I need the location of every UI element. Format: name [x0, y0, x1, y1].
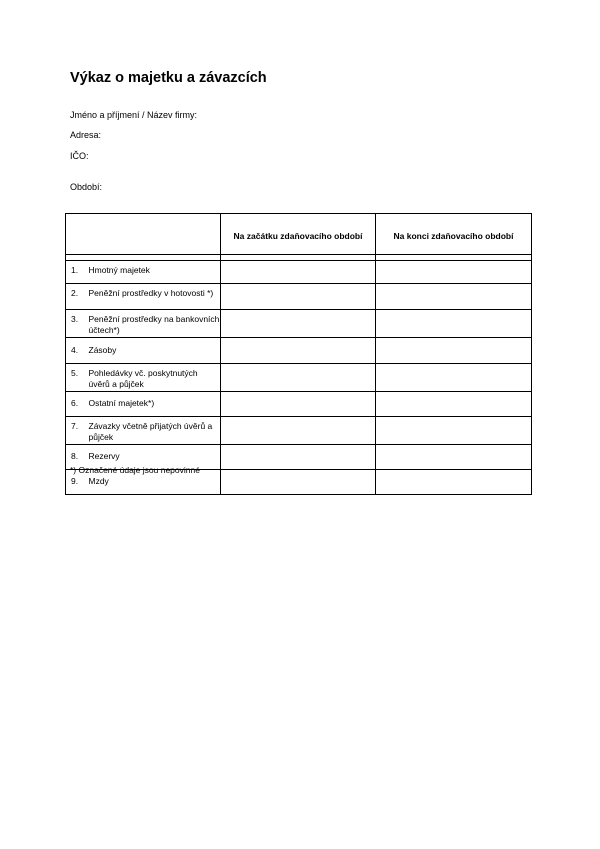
assets-liabilities-table — [65, 213, 532, 495]
start-value-cell[interactable] — [221, 310, 376, 338]
period-field-label: Období: — [70, 182, 103, 192]
table-row — [66, 364, 532, 392]
row-number: 3. — [66, 310, 89, 338]
name-field-label: Jméno a příjmení / Název firmy: — [70, 110, 198, 120]
row-number: 4. — [66, 338, 89, 364]
start-value-cell[interactable] — [221, 392, 376, 417]
table-row — [66, 284, 532, 310]
row-number: 7. — [66, 417, 89, 445]
table-row — [66, 417, 532, 445]
header-end-of-period: Na konci zdaňovacího období — [376, 214, 532, 255]
end-value-cell[interactable] — [376, 261, 532, 284]
row-label: Peněžní prostředky na bankovních účtech*) — [89, 310, 221, 338]
row-number: 1. — [66, 261, 89, 284]
row-label: Rezervy — [89, 445, 221, 470]
table-header-row — [66, 214, 532, 255]
header-item — [66, 214, 221, 255]
row-number: 2. — [66, 284, 89, 310]
address-field-label: Adresa: — [70, 130, 102, 140]
table-row — [66, 261, 532, 284]
start-value-cell[interactable] — [221, 261, 376, 284]
end-value-cell[interactable] — [376, 364, 532, 392]
end-value-cell[interactable] — [376, 284, 532, 310]
end-value-cell[interactable] — [376, 445, 532, 470]
row-label: Mzdy — [89, 470, 221, 495]
row-number: 5. — [66, 364, 89, 392]
start-value-cell[interactable] — [221, 470, 376, 495]
footnote: *) Označené údaje jsou nepovinné — [70, 465, 200, 475]
start-value-cell[interactable] — [221, 445, 376, 470]
end-value-cell[interactable] — [376, 392, 532, 417]
row-label: Peněžní prostředky v hotovosti *) — [89, 284, 221, 310]
end-value-cell[interactable] — [376, 417, 532, 445]
row-number: 8. — [66, 445, 89, 470]
end-value-cell[interactable] — [376, 470, 532, 495]
ico-field-label: IČO: — [70, 151, 89, 161]
row-number: 9. — [66, 470, 89, 495]
row-label: Závazky včetně přijatých úvěrů a půjček — [89, 417, 221, 445]
start-value-cell[interactable] — [221, 338, 376, 364]
page-title: Výkaz o majetku a závazcích — [70, 70, 267, 86]
table-row — [66, 338, 532, 364]
row-label: Hmotný majetek — [89, 261, 221, 284]
table-row — [66, 392, 532, 417]
end-value-cell[interactable] — [376, 338, 532, 364]
header-start-of-period: Na začátku zdaňovacího období — [221, 214, 376, 255]
row-label: Pohledávky vč. poskytnutých úvěrů a půjček — [89, 364, 221, 392]
start-value-cell[interactable] — [221, 284, 376, 310]
start-value-cell[interactable] — [221, 417, 376, 445]
row-label: Zásoby — [89, 338, 221, 364]
table-row — [66, 310, 532, 338]
start-value-cell[interactable] — [221, 364, 376, 392]
end-value-cell[interactable] — [376, 310, 532, 338]
row-label: Ostatní majetek*) — [89, 392, 221, 417]
row-number: 6. — [66, 392, 89, 417]
